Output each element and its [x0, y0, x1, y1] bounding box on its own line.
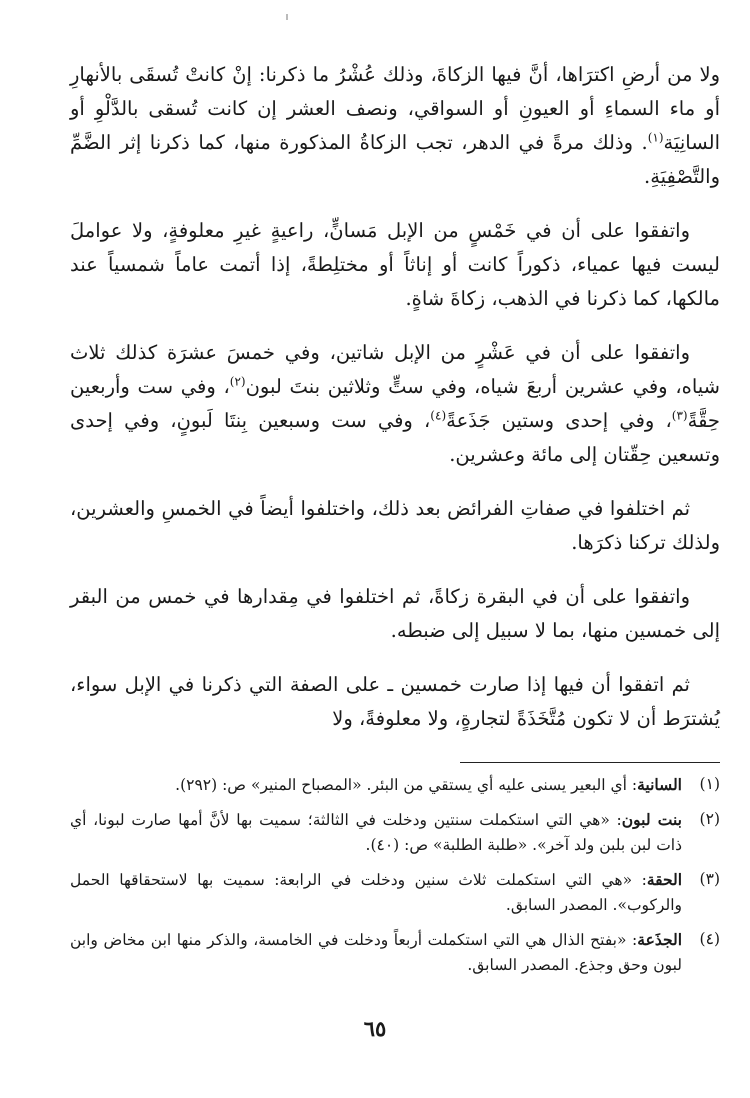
footnote-term: السانية: [637, 775, 682, 794]
footnote-body: [70, 927, 682, 978]
footnote-3: [70, 867, 720, 918]
paragraph-6: ثم اتفقوا أن فيها إذا صارت خمسين ـ على الصفة التي ذكرنا في الإبل سواء، يُشترَط أن لا تكون مُتَّخَذَةً لتجارةٍ، ولا معلوفةً، ولا: [70, 673, 720, 730]
scan-mark: [286, 14, 288, 20]
footnote-4: [70, 927, 720, 978]
paragraph-3-mid2: ، وفي إحدى وستين جَذَعةً: [446, 409, 672, 432]
footnote-ref-2[interactable]: (٢): [229, 374, 246, 389]
footnote-text: : «هي التي استكملت ثلاث سنين ودخلت في الرابعة: سميت بها لاستحقاقها الحمل والركوب». المصدر السابق.: [70, 871, 682, 914]
footnote-divider: [460, 762, 720, 763]
footnote-term: الحقة: [646, 870, 682, 889]
paragraph-5: واتفقوا على أن في البقرة زكاةً، ثم اختلفوا في مِقدارها في خمس من البقر إلى خمسين منها، بما لا سبيل إلى ضبطه.: [70, 585, 720, 642]
footnote-body: [70, 867, 682, 918]
paragraph-4: ثم اختلفوا في صفاتِ الفرائض بعد ذلك، واختلفوا أيضاً في الخمسِ والعشرين، ولذلك تركنا ذكرَها.: [70, 497, 720, 554]
paragraph-2: واتفقوا على أن في خَمْسٍ من الإبل مَسانٍّ، راعيةٍ غيرِ معلوفةٍ، ولا عواملَ ليست فيها عمياء، ذكوراً كانت أو إناثاً أو مختلِطةً، إذا أتمت عاماً شمسياً عند مالكها، كما ذكرنا في الذهب، زكاةَ شاةٍ.: [70, 219, 720, 310]
footnote-term: الجذَعة: [637, 930, 682, 949]
paragraph-1: [70, 58, 720, 194]
paragraph-1-text: ولا من أرضِ اكترَاها، أنَّ فيها الزكاةَ، وذلك عُشْرُ ما ذكرنا: إنْ كانتْ تُسقَى بالأنهارِ أو ماء السماءِ أو العيونِ أو السواقي، ونصف العشر إن كانت تُسقى بالدَّلْوِ أو السانِيَة: [70, 63, 720, 154]
paragraph-3-tail: ، وفي ست وسبعين بِنتَا لَبونٍ، وفي إحدى وتسعين حِقّتان إلى مائة وعشرين.: [70, 409, 720, 466]
footnote-1: [70, 772, 720, 798]
footnote-ref-4[interactable]: (٤): [430, 408, 447, 423]
footnote-number: (٣): [699, 870, 720, 888]
page-number: ٦٥: [363, 1016, 387, 1041]
footnote-text: : «هي التي استكملت سنتين ودخلت في الثالثة؛ سميت بها لأنَّ أمها صارت لبونا، أي ذات لبن بلبن ولد آخر». «طلبة الطلبة» ص: (٤٠).: [70, 811, 682, 854]
footnote-text: : أي البعير يسنى عليه أي يستقي من البئر. «المصباح المنير» ص: (٢٩٢).: [175, 776, 638, 794]
footnote-number: (١): [699, 775, 720, 793]
paragraph-3-text: واتفقوا على أن في عَشْرٍ من الإبل شاتين، وفي خمسَ عشرَة كذلك ثلاث شياه، وفي عشرين أربعَ شياه، وفي ستٍّ وثلاثين بنتَ لبون: [70, 341, 720, 398]
footnote-number: (٢): [699, 810, 720, 828]
main-text: [70, 58, 720, 756]
paragraph-3-mid1: ، وفي ست وأربعين حِقَّةً: [70, 375, 720, 432]
footnote-ref-3[interactable]: (٣): [671, 408, 688, 423]
paragraph-1-tail: . وذلك مرةً في الدهر، تجب الزكاةُ المذكورة منها، كما ذكرنا إثر الضَّمِّ والتَّصْفِيَةِ.: [70, 131, 720, 188]
footnote-2: [70, 807, 720, 858]
footnotes: [70, 772, 720, 987]
footnote-body: [70, 772, 682, 798]
footnote-term: بنت لبون: [621, 810, 682, 829]
footnote-ref-1[interactable]: (١): [647, 130, 664, 145]
footnote-number: (٤): [699, 930, 720, 948]
footnote-text: : «بفتح الذال هي التي استكملت أربعاً ودخلت في الخامسة، والذكر منها ابن مخاض وابن لبون وحق وجذع. المصدر السابق.: [70, 931, 682, 974]
paragraph-3: [70, 336, 720, 472]
footnote-body: [70, 807, 682, 858]
